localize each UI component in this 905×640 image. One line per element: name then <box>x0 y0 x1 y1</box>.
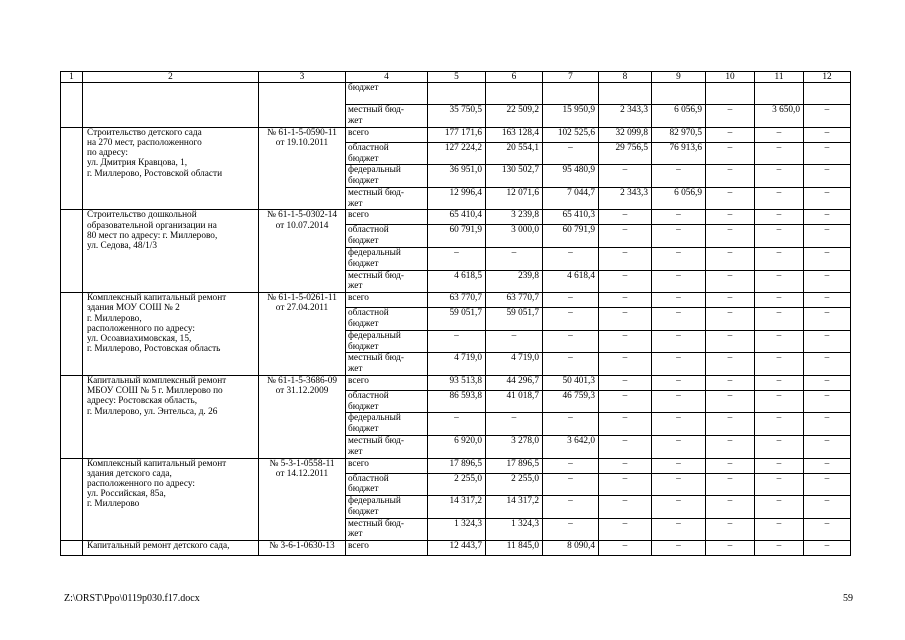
amount-cell: 60 791,9 <box>543 225 599 248</box>
funding-type-cell: бюджет <box>346 83 428 105</box>
amount-cell: 7 044,7 <box>543 187 599 210</box>
funding-type-cell: всего <box>346 458 428 473</box>
amount-cell: – <box>755 390 804 413</box>
amount-cell: – <box>755 458 804 473</box>
amount-cell: – <box>706 293 755 308</box>
amount-cell: – <box>599 308 652 331</box>
funding-type-cell: местный бюд- жет <box>346 435 428 458</box>
amount-cell: – <box>599 330 652 353</box>
amount-cell: – <box>652 541 706 556</box>
amount-cell: – <box>652 435 706 458</box>
amount-cell: 239,8 <box>486 270 543 293</box>
amount-cell: – <box>599 165 652 188</box>
amount-cell: – <box>652 518 706 541</box>
expertise-doc-cell <box>259 83 346 128</box>
amount-cell: – <box>706 187 755 210</box>
amount-cell: 93 513,8 <box>428 375 486 390</box>
amount-cell: – <box>543 413 599 436</box>
column-number: 5 <box>428 72 486 83</box>
amount-cell: – <box>543 518 599 541</box>
amount-cell: 86 593,8 <box>428 390 486 413</box>
amount-cell: – <box>652 458 706 473</box>
amount-cell: – <box>706 270 755 293</box>
amount-cell: – <box>755 270 804 293</box>
amount-cell: – <box>804 330 851 353</box>
row-number-cell <box>61 83 83 128</box>
amount-cell: 4 719,0 <box>428 353 486 376</box>
amount-cell: 11 845,0 <box>486 541 543 556</box>
column-number: 12 <box>804 72 851 83</box>
amount-cell: – <box>755 413 804 436</box>
amount-cell: 163 128,4 <box>486 127 543 142</box>
column-number: 2 <box>83 72 259 83</box>
amount-cell: – <box>543 496 599 519</box>
amount-cell: 14 317,2 <box>428 496 486 519</box>
amount-cell: – <box>755 375 804 390</box>
amount-cell: – <box>706 308 755 331</box>
amount-cell: 46 759,3 <box>543 390 599 413</box>
amount-cell: 15 950,9 <box>543 105 599 128</box>
object-name-cell: Строительство дошкольной образовательной организации на 80 мест по адресу: г. Миллерово, ул. Седова, 48/1/3 <box>83 210 259 293</box>
amount-cell: – <box>804 308 851 331</box>
amount-cell: – <box>706 353 755 376</box>
amount-cell: 44 296,7 <box>486 375 543 390</box>
amount-cell: – <box>706 435 755 458</box>
amount-cell: 17 896,5 <box>486 458 543 473</box>
amount-cell: – <box>706 210 755 225</box>
amount-cell: – <box>706 105 755 128</box>
amount-cell: – <box>706 375 755 390</box>
amount-cell <box>543 83 599 105</box>
amount-cell: – <box>543 330 599 353</box>
amount-cell: – <box>599 496 652 519</box>
row-number-cell <box>61 127 83 210</box>
funding-type-cell: местный бюд- жет <box>346 518 428 541</box>
amount-cell: – <box>804 413 851 436</box>
table-row <box>61 127 851 142</box>
amount-cell: 6 056,9 <box>652 187 706 210</box>
amount-cell: – <box>755 541 804 556</box>
expertise-doc-cell: № 61-1-5-0302-14 от 10.07.2014 <box>259 210 346 293</box>
object-name-cell: Комплексный капитальный ремонт здания детского сада, расположенного по адресу: ул. Российская, 85а, г. Миллерово <box>83 458 259 541</box>
amount-cell: – <box>755 435 804 458</box>
amount-cell: 4 618,4 <box>543 270 599 293</box>
row-number-cell <box>61 210 83 293</box>
funding-type-cell: федеральный бюджет <box>346 248 428 271</box>
amount-cell: 22 509,2 <box>486 105 543 128</box>
amount-cell: – <box>486 413 543 436</box>
amount-cell: – <box>804 518 851 541</box>
amount-cell: – <box>599 518 652 541</box>
column-number: 8 <box>599 72 652 83</box>
amount-cell: – <box>652 390 706 413</box>
expertise-doc-cell: № 61-1-5-0261-11 от 27.04.2011 <box>259 293 346 376</box>
row-number-cell <box>61 375 83 458</box>
expertise-doc-cell: № 5-3-1-0558-11 от 14.12.2011 <box>259 458 346 541</box>
amount-cell <box>599 83 652 105</box>
amount-cell: – <box>804 210 851 225</box>
amount-cell: – <box>599 293 652 308</box>
amount-cell: – <box>804 248 851 271</box>
amount-cell: – <box>599 210 652 225</box>
object-name-cell <box>83 83 259 128</box>
funding-type-cell: всего <box>346 210 428 225</box>
amount-cell: 29 756,5 <box>599 142 652 165</box>
column-number: 9 <box>652 72 706 83</box>
amount-cell <box>652 83 706 105</box>
amount-cell: – <box>804 435 851 458</box>
amount-cell: – <box>428 330 486 353</box>
column-number: 1 <box>61 72 83 83</box>
amount-cell: 65 410,4 <box>428 210 486 225</box>
amount-cell: 3 278,0 <box>486 435 543 458</box>
amount-cell: 20 554,1 <box>486 142 543 165</box>
amount-cell: 4 719,0 <box>486 353 543 376</box>
amount-cell: – <box>755 210 804 225</box>
amount-cell: 36 951,0 <box>428 165 486 188</box>
funding-type-cell: всего <box>346 541 428 556</box>
row-number-cell <box>61 458 83 541</box>
footer-file-path: Z:\ORST\Ppo\0119p030.f17.docx <box>64 593 200 604</box>
amount-cell: – <box>755 353 804 376</box>
amount-cell: 8 090,4 <box>543 541 599 556</box>
amount-cell: 59 051,7 <box>428 308 486 331</box>
object-name-cell: Комплексный капитальный ремонт здания МОУ СОШ № 2 г. Миллерово, расположенного по адресу: ул. Осоавиахимовская, 15, г. Миллерово, Ростовская область <box>83 293 259 376</box>
table-row <box>61 541 851 556</box>
amount-cell: – <box>804 142 851 165</box>
funding-type-cell: местный бюд- жет <box>346 187 428 210</box>
amount-cell: – <box>755 496 804 519</box>
amount-cell: 2 255,0 <box>486 473 543 496</box>
amount-cell: – <box>706 458 755 473</box>
expertise-doc-cell: № 61-1-5-3686-09 от 31.12.2009 <box>259 375 346 458</box>
amount-cell: 95 480,9 <box>543 165 599 188</box>
funding-type-cell: местный бюд- жет <box>346 353 428 376</box>
amount-cell <box>804 83 851 105</box>
amount-cell: – <box>706 127 755 142</box>
amount-cell: 177 171,6 <box>428 127 486 142</box>
funding-type-cell: областной бюджет <box>346 225 428 248</box>
amount-cell: – <box>543 308 599 331</box>
amount-cell: – <box>543 458 599 473</box>
table-header-row <box>61 72 851 83</box>
amount-cell: 12 071,6 <box>486 187 543 210</box>
amount-cell: – <box>755 473 804 496</box>
amount-cell: 63 770,7 <box>428 293 486 308</box>
table-row <box>61 210 851 225</box>
amount-cell: – <box>804 353 851 376</box>
funding-type-cell: всего <box>346 293 428 308</box>
amount-cell: – <box>804 165 851 188</box>
amount-cell: – <box>543 473 599 496</box>
amount-cell: – <box>543 248 599 271</box>
amount-cell <box>755 83 804 105</box>
amount-cell: – <box>599 435 652 458</box>
amount-cell: – <box>599 225 652 248</box>
amount-cell: – <box>804 225 851 248</box>
table-row <box>61 375 851 390</box>
amount-cell: – <box>599 248 652 271</box>
amount-cell: – <box>755 142 804 165</box>
amount-cell: – <box>755 518 804 541</box>
row-number-cell <box>61 293 83 376</box>
object-name-cell: Строительство детского сада на 270 мест, расположенного по адресу: ул. Дмитрия Кравцова, 1, г. Миллерово, Ростовской области <box>83 127 259 210</box>
amount-cell: 1 324,3 <box>428 518 486 541</box>
amount-cell: – <box>652 225 706 248</box>
amount-cell: – <box>652 308 706 331</box>
amount-cell: – <box>804 375 851 390</box>
amount-cell: – <box>706 142 755 165</box>
amount-cell: – <box>755 165 804 188</box>
amount-cell: – <box>428 413 486 436</box>
amount-cell: 76 913,6 <box>652 142 706 165</box>
funding-type-cell: всего <box>346 127 428 142</box>
object-name-cell: Капитальный ремонт детского сада, <box>83 541 259 556</box>
amount-cell: 12 443,7 <box>428 541 486 556</box>
amount-cell: 2 343,3 <box>599 187 652 210</box>
amount-cell: 65 410,3 <box>543 210 599 225</box>
amount-cell: 32 099,8 <box>599 127 652 142</box>
amount-cell: 41 018,7 <box>486 390 543 413</box>
amount-cell: 14 317,2 <box>486 496 543 519</box>
amount-cell: – <box>804 293 851 308</box>
amount-cell: 3 642,0 <box>543 435 599 458</box>
amount-cell: – <box>755 187 804 210</box>
amount-cell: 17 896,5 <box>428 458 486 473</box>
amount-cell: 59 051,7 <box>486 308 543 331</box>
column-number: 3 <box>259 72 346 83</box>
amount-cell <box>486 83 543 105</box>
funding-type-cell: областной бюджет <box>346 142 428 165</box>
amount-cell: – <box>652 473 706 496</box>
amount-cell: – <box>706 413 755 436</box>
amount-cell: – <box>706 541 755 556</box>
amount-cell: – <box>599 270 652 293</box>
amount-cell: 6 056,9 <box>652 105 706 128</box>
amount-cell: – <box>428 248 486 271</box>
amount-cell: – <box>755 127 804 142</box>
column-number: 10 <box>706 72 755 83</box>
amount-cell: – <box>652 330 706 353</box>
amount-cell: – <box>599 390 652 413</box>
amount-cell: – <box>804 127 851 142</box>
footer-page-number: 59 <box>843 593 853 604</box>
amount-cell: – <box>652 293 706 308</box>
table-row <box>61 458 851 473</box>
amount-cell: 3 239,8 <box>486 210 543 225</box>
amount-cell: – <box>543 142 599 165</box>
amount-cell: – <box>706 330 755 353</box>
amount-cell: – <box>755 293 804 308</box>
funding-type-cell: федеральный бюджет <box>346 330 428 353</box>
amount-cell: – <box>599 375 652 390</box>
object-name-cell: Капитальный комплексный ремонт МБОУ СОШ № 5 г. Миллерово по адресу: Ростовская область, г. Миллерово, ул. Энтельса, д. 26 <box>83 375 259 458</box>
amount-cell: 127 224,2 <box>428 142 486 165</box>
expertise-doc-cell: № 61-1-5-0590-11 от 19.10.2011 <box>259 127 346 210</box>
amount-cell: 50 401,3 <box>543 375 599 390</box>
amount-cell: – <box>599 473 652 496</box>
funding-type-cell: местный бюд- жет <box>346 105 428 128</box>
amount-cell: – <box>599 353 652 376</box>
amount-cell: – <box>652 270 706 293</box>
amount-cell: 3 650,0 <box>755 105 804 128</box>
amount-cell: – <box>804 270 851 293</box>
amount-cell: 12 996,4 <box>428 187 486 210</box>
amount-cell: – <box>652 210 706 225</box>
amount-cell: 130 502,7 <box>486 165 543 188</box>
column-number: 4 <box>346 72 428 83</box>
amount-cell: – <box>804 458 851 473</box>
amount-cell: – <box>652 413 706 436</box>
amount-cell: – <box>706 248 755 271</box>
amount-cell: 4 618,5 <box>428 270 486 293</box>
column-number: 6 <box>486 72 543 83</box>
amount-cell: – <box>755 225 804 248</box>
budget-table <box>60 71 851 556</box>
amount-cell: 1 324,3 <box>486 518 543 541</box>
amount-cell: – <box>804 473 851 496</box>
amount-cell: – <box>652 248 706 271</box>
amount-cell: – <box>706 496 755 519</box>
amount-cell: – <box>706 165 755 188</box>
amount-cell: – <box>486 330 543 353</box>
amount-cell: – <box>599 541 652 556</box>
amount-cell <box>706 83 755 105</box>
amount-cell: 35 750,5 <box>428 105 486 128</box>
table-row <box>61 293 851 308</box>
amount-cell: – <box>804 187 851 210</box>
amount-cell: – <box>706 473 755 496</box>
amount-cell <box>428 83 486 105</box>
funding-type-cell: федеральный бюджет <box>346 496 428 519</box>
amount-cell: – <box>804 105 851 128</box>
amount-cell: 63 770,7 <box>486 293 543 308</box>
amount-cell: – <box>755 248 804 271</box>
amount-cell: – <box>804 390 851 413</box>
amount-cell: 2 343,3 <box>599 105 652 128</box>
amount-cell: – <box>706 225 755 248</box>
amount-cell: 2 255,0 <box>428 473 486 496</box>
amount-cell: 6 920,0 <box>428 435 486 458</box>
row-number-cell <box>61 541 83 556</box>
funding-type-cell: областной бюджет <box>346 308 428 331</box>
amount-cell: – <box>706 518 755 541</box>
amount-cell: 82 970,5 <box>652 127 706 142</box>
amount-cell: – <box>543 353 599 376</box>
amount-cell: – <box>804 496 851 519</box>
expertise-doc-cell: № 3-6-1-0630-13 <box>259 541 346 556</box>
amount-cell: – <box>652 496 706 519</box>
funding-type-cell: местный бюд- жет <box>346 270 428 293</box>
column-number: 11 <box>755 72 804 83</box>
funding-type-cell: областной бюджет <box>346 473 428 496</box>
funding-type-cell: федеральный бюджет <box>346 413 428 436</box>
amount-cell: – <box>804 541 851 556</box>
amount-cell: – <box>599 413 652 436</box>
amount-cell: – <box>599 458 652 473</box>
amount-cell: – <box>652 353 706 376</box>
amount-cell: – <box>755 330 804 353</box>
amount-cell: – <box>652 165 706 188</box>
funding-type-cell: федеральный бюджет <box>346 165 428 188</box>
funding-type-cell: областной бюджет <box>346 390 428 413</box>
amount-cell: 3 000,0 <box>486 225 543 248</box>
amount-cell: – <box>543 293 599 308</box>
amount-cell: 60 791,9 <box>428 225 486 248</box>
table-row <box>61 83 851 105</box>
amount-cell: – <box>486 248 543 271</box>
amount-cell: 102 525,6 <box>543 127 599 142</box>
column-number: 7 <box>543 72 599 83</box>
amount-cell: – <box>755 308 804 331</box>
funding-type-cell: всего <box>346 375 428 390</box>
amount-cell: – <box>652 375 706 390</box>
amount-cell: – <box>706 390 755 413</box>
